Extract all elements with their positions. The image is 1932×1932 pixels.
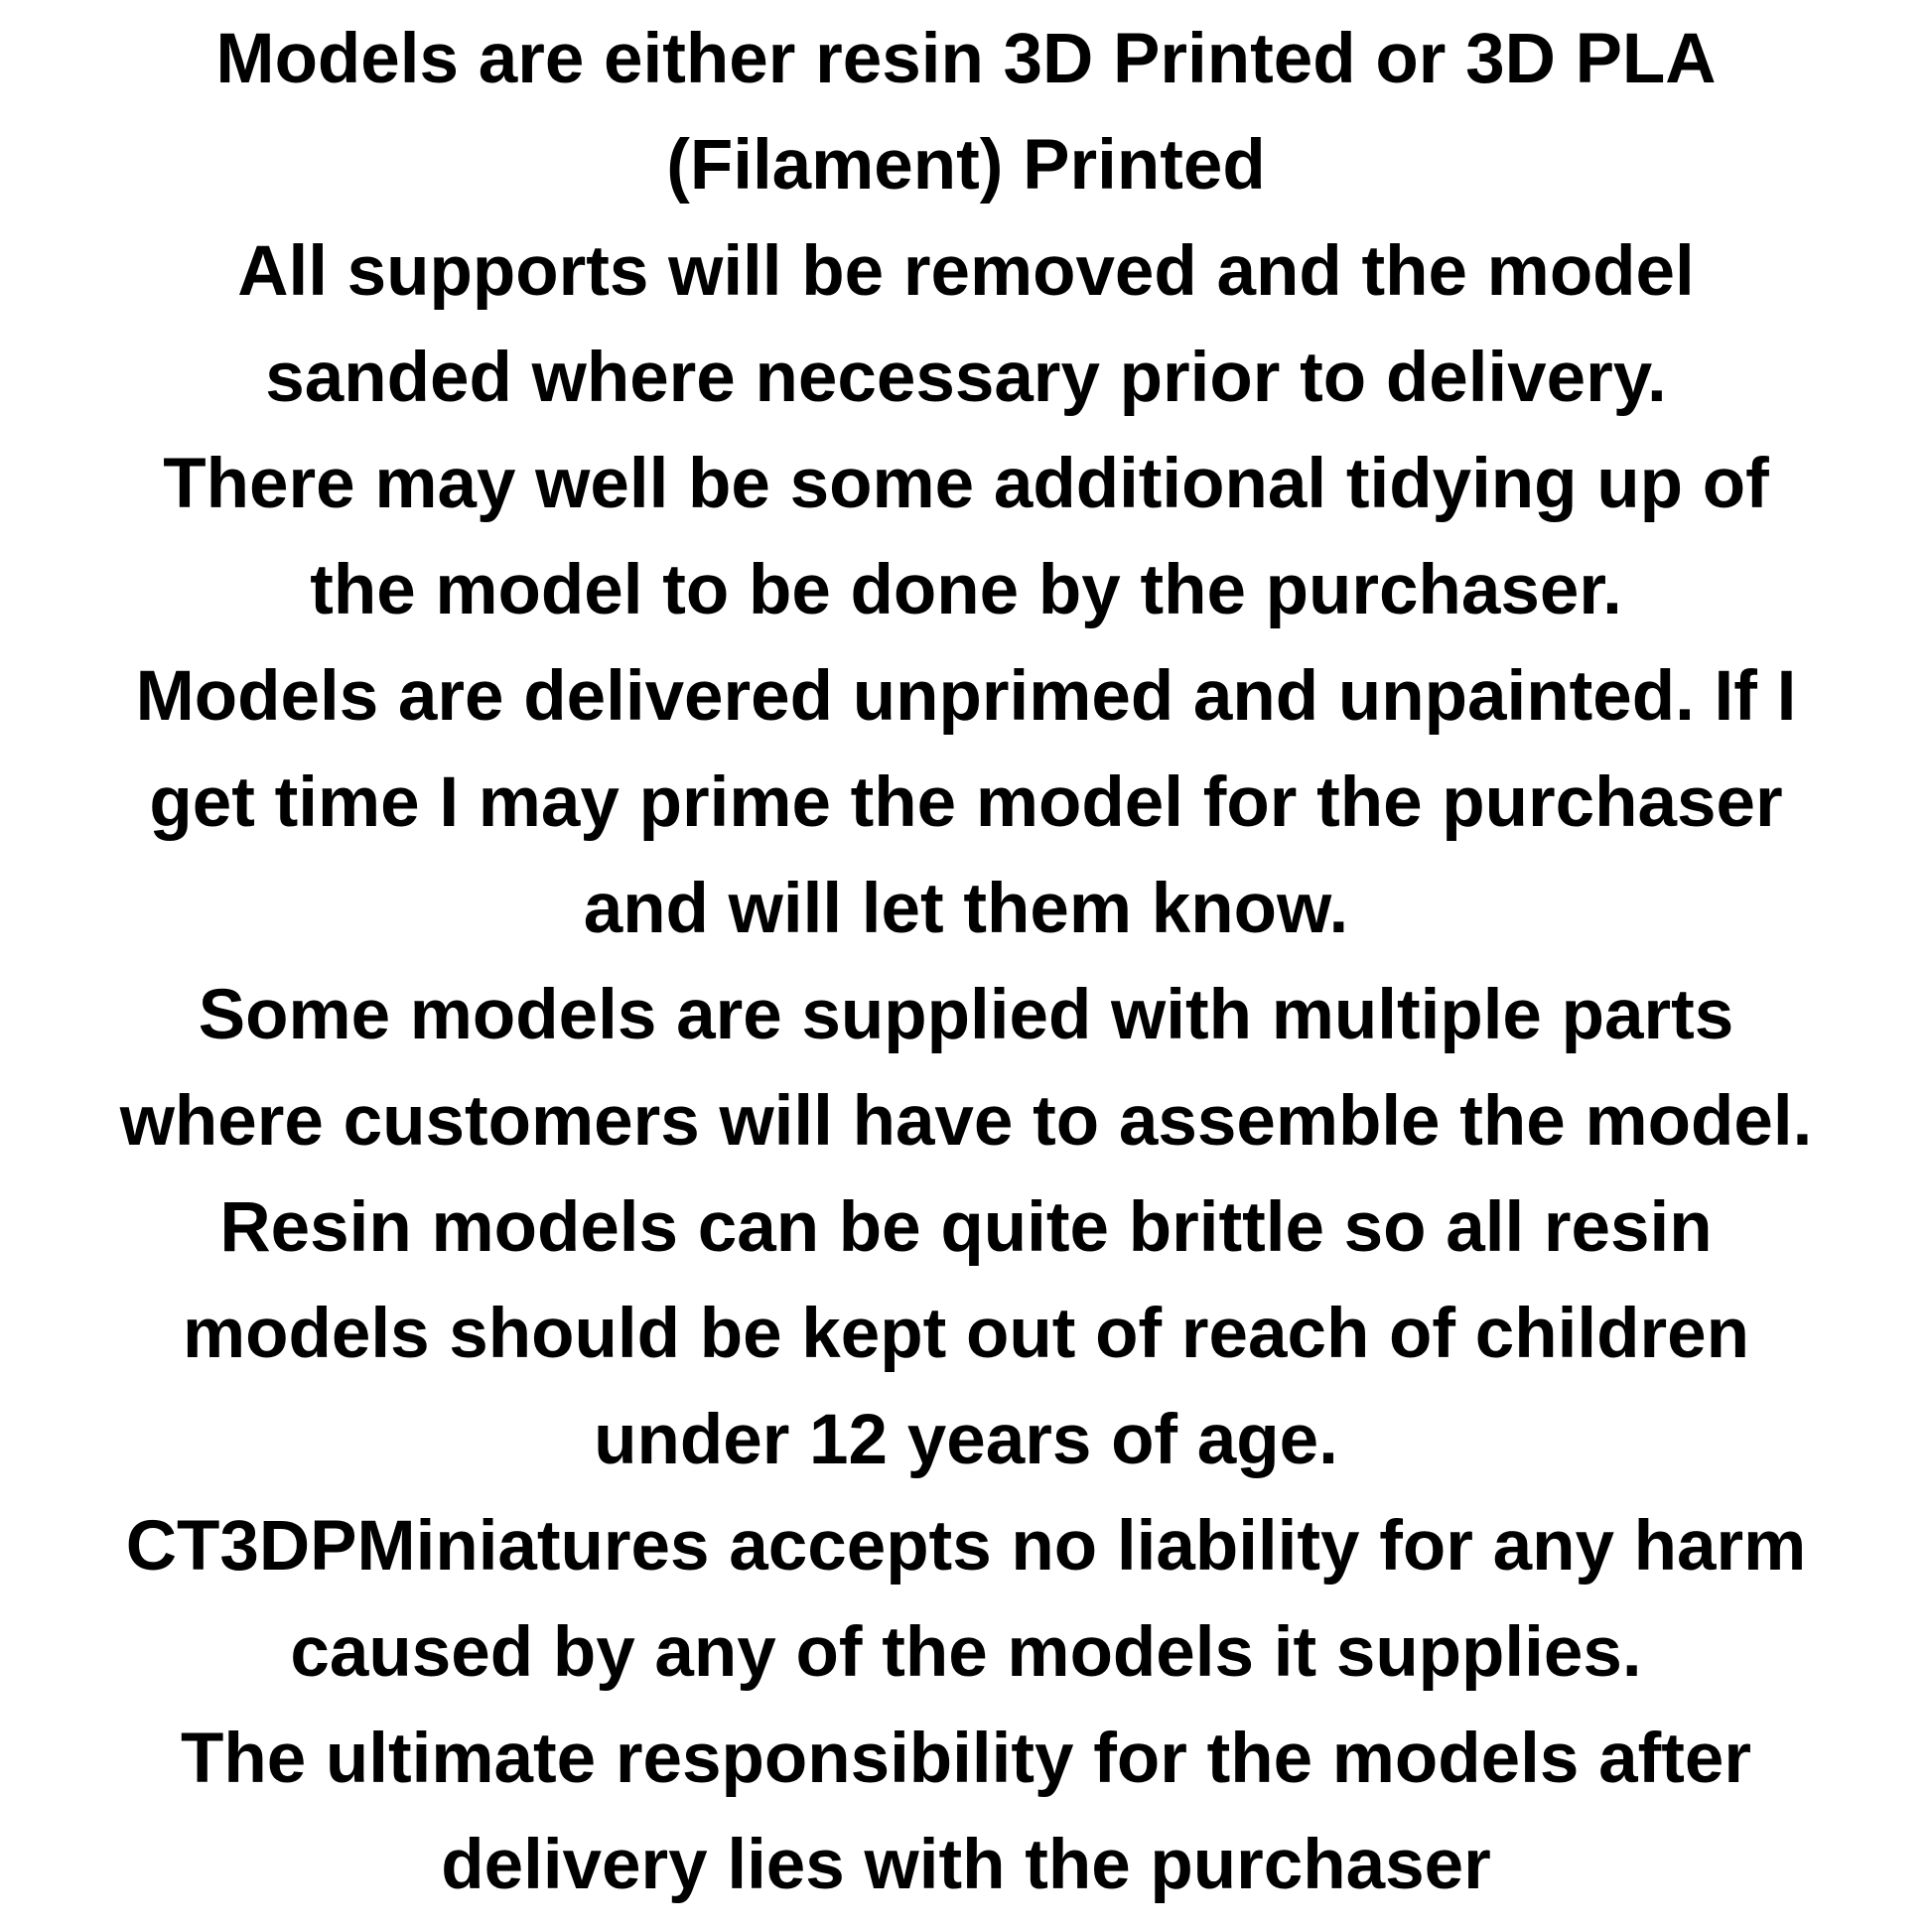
text-line: the model to be done by the purchaser. bbox=[310, 551, 1622, 629]
text-line: under 12 years of age. bbox=[594, 1401, 1338, 1479]
text-line: There may well be some additional tidying up of bbox=[163, 445, 1769, 523]
text-line: The ultimate responsibility for the models after bbox=[180, 1720, 1751, 1798]
text-line: (Filament) Printed bbox=[666, 126, 1266, 205]
text-line: and will let them know. bbox=[583, 870, 1349, 948]
text-line: sanded where necessary prior to delivery. bbox=[265, 339, 1667, 417]
text-line: where customers will have to assemble the model. bbox=[119, 1082, 1813, 1161]
text-line: Resin models can be quite brittle so all resin bbox=[219, 1188, 1713, 1267]
text-line: delivery lies with the purchaser bbox=[441, 1826, 1491, 1904]
text-line: Models are either resin 3D Printed or 3D PLA bbox=[215, 20, 1717, 98]
text-line: All supports will be removed and the model bbox=[237, 232, 1695, 311]
text-line: models should be kept out of reach of children bbox=[183, 1295, 1749, 1373]
text-line: get time I may prime the model for the purchaser bbox=[149, 763, 1783, 842]
text-line: CT3DPMiniatures accepts no liability for any harm bbox=[125, 1507, 1807, 1586]
text-line: Models are delivered unprimed and unpainted. If I bbox=[135, 657, 1797, 736]
text-line: caused by any of the models it supplies. bbox=[290, 1613, 1642, 1692]
text-line: Some models are supplied with multiple parts bbox=[198, 976, 1734, 1054]
